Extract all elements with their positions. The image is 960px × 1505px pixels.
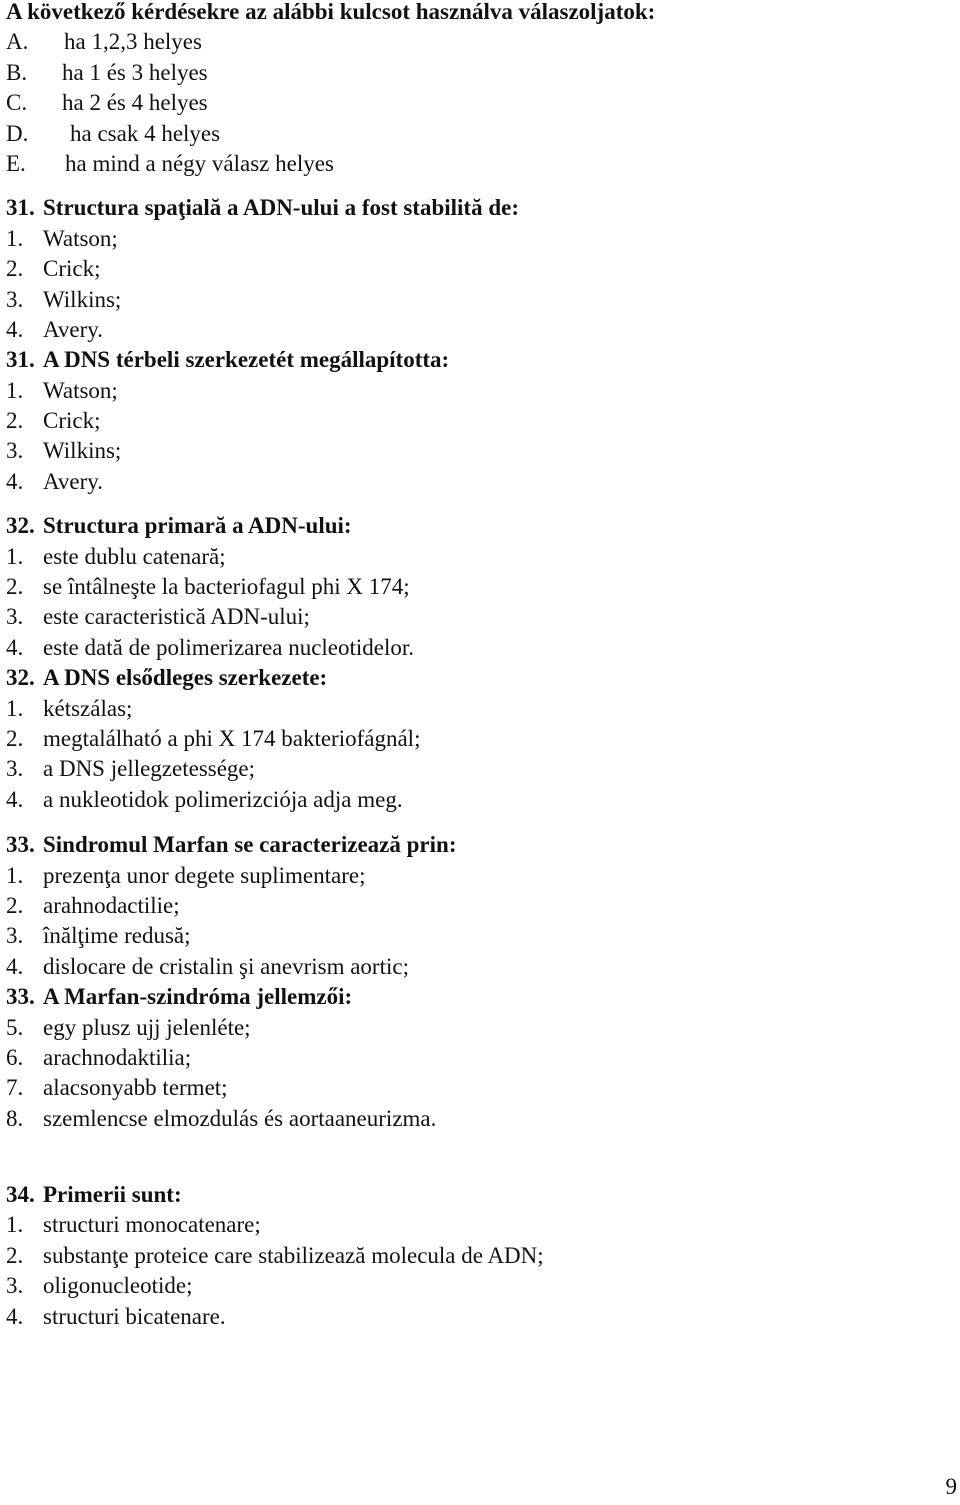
option-number: 6.	[6, 1044, 24, 1070]
key-item	[6, 88, 956, 118]
option-number: 3.	[6, 1273, 24, 1299]
option-text: înălţime redusă;	[43, 923, 191, 949]
question-text: Structura spaţială a ADN-ului a fost stabilită de:	[43, 195, 519, 221]
option-item	[6, 572, 956, 602]
option-number: 3.	[6, 756, 24, 782]
option-item	[6, 285, 956, 315]
question-33-ro	[6, 830, 956, 982]
option-item	[6, 1043, 956, 1073]
option-number: 1.	[6, 695, 24, 721]
question-number: 31.	[6, 195, 35, 221]
key-item	[6, 58, 956, 88]
option-number: 8.	[6, 1105, 24, 1131]
option-number: 4.	[6, 786, 24, 812]
question-number: 34.	[6, 1182, 35, 1208]
option-number: 3.	[6, 286, 24, 312]
option-text: prezenţa unor degete suplimentare;	[43, 862, 366, 888]
question-number: 33.	[6, 832, 35, 858]
option-item	[6, 1271, 956, 1301]
option-text: egy plusz ujj jelenléte;	[43, 1014, 251, 1040]
option-text: structuri bicatenare.	[43, 1303, 226, 1329]
question-number: 32.	[6, 665, 35, 691]
option-item	[6, 542, 956, 572]
option-item	[6, 1210, 956, 1240]
option-text: Wilkins;	[43, 438, 122, 464]
option-text: este dublu catenară;	[43, 543, 226, 569]
option-number: 1.	[6, 543, 24, 569]
question-33-hu	[6, 982, 956, 1134]
option-item	[6, 1302, 956, 1332]
question-text: A Marfan-szindróma jellemzői:	[43, 984, 353, 1010]
key-text: ha 1,2,3 helyes	[64, 29, 202, 55]
option-item	[6, 785, 956, 815]
option-item	[6, 602, 956, 632]
question-title	[6, 193, 956, 223]
option-number: 4.	[6, 953, 24, 979]
question-34-ro	[6, 1180, 956, 1332]
option-item	[6, 891, 956, 921]
question-text: A DNS térbeli szerkezetét megállapította:	[43, 347, 450, 373]
option-text: Watson;	[43, 225, 118, 251]
option-number: 2.	[6, 408, 24, 434]
option-text: szemlencse elmozdulás és aortaaneurizma.	[43, 1105, 437, 1131]
option-item	[6, 921, 956, 951]
option-text: megtalálható a phi X 174 bakteriofágnál;	[43, 725, 421, 751]
option-number: 4.	[6, 1303, 24, 1329]
option-item	[6, 694, 956, 724]
option-number: 2.	[6, 892, 24, 918]
option-item	[6, 315, 956, 345]
option-text: a DNS jellegzetessége;	[43, 756, 256, 782]
answer-key	[6, 27, 956, 179]
option-item	[6, 376, 956, 406]
option-text: este caracteristică ADN-ului;	[43, 604, 310, 630]
document-page	[6, 0, 956, 1332]
question-title	[6, 345, 956, 375]
option-text: Avery.	[43, 468, 104, 494]
option-number: 2.	[6, 574, 24, 600]
question-title	[6, 511, 956, 541]
option-item	[6, 224, 956, 254]
option-number: 2.	[6, 725, 24, 751]
option-number: 4.	[6, 316, 24, 342]
option-text: Watson;	[43, 377, 118, 403]
option-number: 7.	[6, 1075, 24, 1101]
key-letter: D.	[6, 120, 29, 146]
option-number: 2.	[6, 1242, 24, 1268]
key-letter: B.	[6, 59, 28, 85]
key-letter: E.	[6, 150, 26, 176]
option-number: 3.	[6, 438, 24, 464]
question-number: 33.	[6, 984, 35, 1010]
option-text: Crick;	[43, 408, 101, 434]
page-number: 9	[945, 1474, 957, 1499]
option-item	[6, 254, 956, 284]
question-number: 32.	[6, 513, 35, 539]
option-number: 1.	[6, 225, 24, 251]
option-item	[6, 724, 956, 754]
option-item	[6, 436, 956, 466]
question-number: 31.	[6, 347, 35, 373]
question-text: Structura primară a ADN-ului:	[43, 513, 352, 539]
option-item	[6, 1073, 956, 1103]
option-item	[6, 754, 956, 784]
question-31-hu	[6, 345, 956, 497]
key-item	[6, 149, 956, 179]
option-item	[6, 1013, 956, 1043]
question-title	[6, 663, 956, 693]
option-item	[6, 1104, 956, 1134]
key-letter: A.	[6, 29, 29, 55]
key-text: ha csak 4 helyes	[70, 120, 221, 146]
option-number: 5.	[6, 1014, 24, 1040]
option-number: 1.	[6, 862, 24, 888]
question-title	[6, 1180, 956, 1210]
option-item	[6, 467, 956, 497]
key-text: ha mind a négy válasz helyes	[65, 150, 334, 176]
option-item	[6, 406, 956, 436]
option-text: oligonucleotide;	[43, 1273, 193, 1299]
option-number: 1.	[6, 1212, 24, 1238]
question-32-ro	[6, 511, 956, 663]
option-text: a nukleotidok polimerizciója adja meg.	[43, 786, 403, 812]
key-text: ha 1 és 3 helyes	[62, 59, 208, 85]
option-number: 4.	[6, 634, 24, 660]
option-text: Crick;	[43, 256, 101, 282]
option-text: Avery.	[43, 316, 104, 342]
option-text: este dată de polimerizarea nucleotidelor.	[43, 634, 415, 660]
option-item	[6, 1241, 956, 1271]
option-text: arachnodaktilia;	[43, 1044, 192, 1070]
question-text: A DNS elsődleges szerkezete:	[43, 665, 328, 691]
option-text: Wilkins;	[43, 286, 122, 312]
key-letter: C.	[6, 90, 28, 116]
option-text: alacsonyabb termet;	[43, 1075, 228, 1101]
option-text: structuri monocatenare;	[43, 1212, 261, 1238]
key-item	[6, 27, 956, 57]
option-item	[6, 861, 956, 891]
key-text: ha 2 és 4 helyes	[62, 90, 208, 116]
key-item	[6, 119, 956, 149]
option-number: 3.	[6, 604, 24, 630]
option-item	[6, 633, 956, 663]
option-number: 1.	[6, 377, 24, 403]
option-number: 4.	[6, 468, 24, 494]
option-text: se întâlneşte la bacteriofagul phi X 174;	[43, 574, 410, 600]
question-text: Sindromul Marfan se caracterizează prin:	[43, 832, 457, 858]
question-title	[6, 830, 956, 860]
option-text: arahnodactilie;	[43, 892, 180, 918]
question-text: Primerii sunt:	[43, 1182, 182, 1208]
option-number: 2.	[6, 256, 24, 282]
option-item	[6, 952, 956, 982]
instruction-heading: A következő kérdésekre az alábbi kulcsot használva válaszoljatok:	[6, 0, 656, 24]
option-number: 3.	[6, 923, 24, 949]
question-32-hu	[6, 663, 956, 815]
question-31-ro	[6, 193, 956, 345]
question-title	[6, 982, 956, 1012]
option-text: dislocare de cristalin şi anevrism aortic;	[43, 953, 409, 979]
option-text: kétszálas;	[43, 695, 133, 721]
option-text: substanţe proteice care stabilizează molecula de ADN;	[43, 1242, 544, 1268]
